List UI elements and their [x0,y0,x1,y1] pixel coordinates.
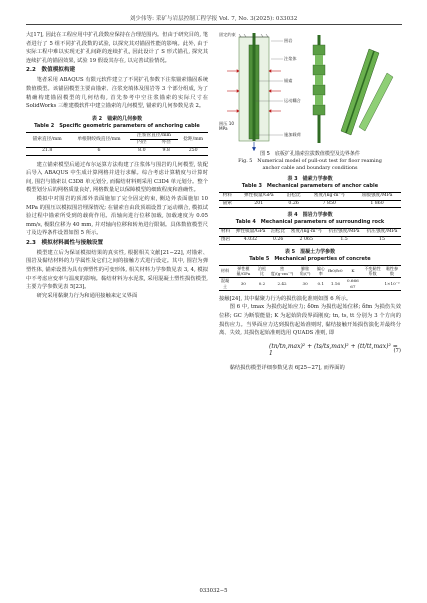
table-header-cell: 密度/(kg·m⁻³) [290,229,322,235]
section-heading: 2.3 模拟材料属性与接触设置 [26,239,104,246]
paragraph: 笔者采用 ABAQUS 有限元软件建立了不同扩孔参数下注浆锚索锚固系统数值模型。该锚固模型主要由锚索、注浆充填体及围岩等 3 个部分组成, 为了精确构建锚固模型的几何结构, 首先参考中空注浆锚索的实际尺寸在 SolidWorks 三维建模软件中建立锚索的几何模型, 锚索的几何参数见表 2。 [26,77,208,110]
label-rock: 围岩 [284,38,293,43]
table-caption: 表 5 混凝土力学参数 [284,248,336,255]
table-header-cell: 锚索直径/mm [26,132,68,147]
table-cell: 0.2 [258,281,266,287]
table-cell: 7 850 [322,200,336,206]
paragraph: 研究采用黏聚力行为和通用接触来定义界面 [36,292,138,299]
header-rule [26,24,402,25]
table-header-cell: 外径 [154,140,178,148]
table-cell: 1 860 [370,200,384,206]
table-caption-en: Table 3 Mechanical parameters of anchor cable [241,183,379,190]
table-cell: 30 [240,281,246,287]
table-cell: 0.26 [288,200,299,206]
table-header-cell: 注浆管直径/mm [130,132,179,140]
table-cell: 1.5 [340,236,348,242]
equation-body: (tn/tn,max)² + (ts/ts,max)² + (tt/tt,max)² = 1 [269,342,398,357]
table-2 [26,132,208,156]
table-caption-en: Table 5 Mechanical properties of concrete [249,255,371,262]
paragraph: 图 6 中, tmax 为损伤起始应力; δ0m 为损伤起始位移; δfm 为损伤失效位移; GC 为断裂能量; K 为起始阶段界面刚度; tn, ts, tt 分别为 3 个方向的损伤应力。当界面应力达到损伤起始准则时, 黏结接触开始损伤演化并最终分离、失效, 其损伤起始准则选用 QUADS 准则, 即 [219,304,401,337]
table-cell: 1×10⁻⁵ [384,281,400,287]
table-cell: 2 065 [299,236,313,242]
equation-7 [219,341,401,361]
left-column [26,31,208,300]
table-cell: 6 [97,147,101,153]
table-header-cell: 密度/(g·cm⁻³) [270,265,294,277]
table-caption: 表 2 锚索的几何参数 [91,115,143,122]
table-header-cell: 材料 [220,229,231,235]
table-4 [219,228,401,244]
load-arrow [253,142,256,151]
table-cell: 0.666 67 [347,278,359,289]
table-header-cell: 抗压强度/MPa [366,229,398,235]
table-header-cell: 黏性参数 [385,265,399,277]
table-header-cell: 密度/(kg·m⁻³) [313,193,345,199]
table-header-cell: 偏心率 [316,265,325,277]
table-cell [362,278,383,291]
paragraph: 大[17], 因此在工程应用中扩孔段数应保持在合理范围内。但由于研究目的, 笔者进行了 5 组不同扩孔段数的试验, 以探究其对锚固性能的影响。此外, 由于实际工程中难以实现无扩孔间距的连续扩孔, 因此设计了 S 形式锚孔, 探究其连续扩孔的锚固效果, 试验 19 假设其存在, 以完善试验情况。 [26,32,208,64]
table-3 [219,192,401,208]
table-header-cell: K [351,268,355,274]
label-fixed-constraint: 固定约束 [219,32,236,37]
table-header-cell: 材料 [222,193,232,199]
paragraph: 黏结损伤模型详细参数见表 6[25−27], 而界面的 [229,364,345,371]
table-cell: 0.26 [272,236,284,242]
cable-diagonal-detail [341,49,393,135]
cable-rod [253,33,256,141]
table-cell: 250 [188,147,198,153]
table-header-cell: 内径 [130,140,154,148]
table-caption-en: Table 2 Specific geometric parameters of anchoring cable [34,122,200,129]
label-confining: 围压 10 MPa [219,121,235,131]
label-coupling: 运动耦合 [284,98,301,103]
table-header-cell: 屈服强度/MPa [361,193,393,199]
table-caption: 表 3 锚索力学参数 [287,176,333,183]
table-header-cell: 材料 [220,268,230,274]
table-cell: 2.42 [277,281,287,287]
page-number: 033032−5 [199,588,228,594]
table-cell: 1.16 [330,281,340,287]
figure-caption-en: anchor cable and boundary conditions [262,164,358,171]
table-header-cell: 膨胀角/(°) [299,265,311,277]
table-cell: 围岩 [220,236,231,242]
label-grout: 注浆体 [284,56,297,61]
table-cell: 15 [379,236,385,242]
paragraph: 建立锚索模型后通过布尔运算方法构建了注浆体与围岩的几何模型, 装配后导入 ABAQUS 中生成计算网格并进行求解。综合考虑计算精度与计算时间, 围岩与锚索以 C3D8 单元划分, 而黏结材料则采用 C3D4 单元划分。整个模型划分后的网格质量良好, 网格数量足以保障模型的细致程度和准确性。 [26,161,208,194]
label-load: 施加载荷 [284,132,301,137]
table-cell: 30 [302,281,308,287]
table-cell: 混凝土 [220,278,230,289]
equation-number: (7) [393,347,401,354]
table-header-cell: 泊松比 [286,193,301,199]
table-header-cell: 泊松比 [257,265,267,277]
table-header-cell: 抗拉强度/MPa [328,229,360,235]
section-heading: 2.2 数值模拟构建 [26,67,76,74]
table-cell: 锚索 [222,200,232,206]
cable-detail [313,35,325,143]
paragraph: 模拟中对围岩的顶部外表面施加了完全固定约束, 侧边外表面施加 10 MPa 的围压以模拟围岩埋深情况; 在锚索自由段顶端设置了运动耦合, 模拟试验过程中锚索所受到的载荷作用。沿轴向进行位移加载, 加载速度为 0.05 mm/s, 极限位移为 40 mm, 并对轴向位移和转角进行限制。具体数值模型尺寸及边界条件设置如图 5 所示。 [26,195,208,237]
table-cell: 8.0 [138,147,146,153]
paragraph: 接触[24], 其中黏聚力行为的损伤演化准则如图 6 所示。 [219,295,352,302]
figure-5 [219,31,401,151]
table-5 [219,265,401,291]
table-header-cell: 泊松比 [271,229,286,235]
numerical-model-diagram [219,31,401,151]
right-column [219,31,401,372]
table-cell: 201 [254,200,264,206]
running-header: 刘少伟等: 采矿与岩层控制工程学报 Vol. 7, No. 3(2025): 033032 [129,16,298,22]
figure-caption-en: Fig. 5 Numerical model of pull-out test for floor reaming [238,158,382,164]
table-caption: 表 4 围岩力学参数 [287,212,333,219]
table-cell: 4.032 [243,236,258,242]
paragraph: 模型建立后为保证模拟结果的真实性, 根据相关文献[21−22], 对锚索、围岩及黏结材料的力学属性及它们之间的接触方式进行设定。其中, 围岩为弹塑性体, 锚索设置为具有弹塑性的可变形体, 相关材料力学参数见表 3, 4, 模拟中不考虑应变率与温度的影响。黏结材料为水泥浆, 采用混凝土塑性损伤模型, 主要力学参数见表 5[23]。 [26,249,208,291]
table-header-cell: 单根钢绞线直径/mm [68,132,129,147]
figure-caption: 图 5 底板扩孔锚索拉拔数值模型及边界条件 [260,151,360,157]
table-header-cell: 不变黏性系数 [364,265,381,277]
table-header-cell: fb0/fc0 [328,268,343,274]
table-header-cell: 弹性模量/GPa [243,193,274,199]
table-cell: 9.8 [162,147,170,153]
table-header-cell: 弹性模量/GPa [236,265,251,277]
table-caption-en: Table 4 Mechanical parameters of surrounding rock [235,219,385,226]
label-cable: 锚索 [284,78,293,83]
table-header-cell: 捻距/mm [178,132,208,147]
table-cell: 0.1 [317,281,325,287]
table-header-cell: 弹性模量/GPa [235,229,266,235]
table-cell: 21.8 [41,147,53,153]
